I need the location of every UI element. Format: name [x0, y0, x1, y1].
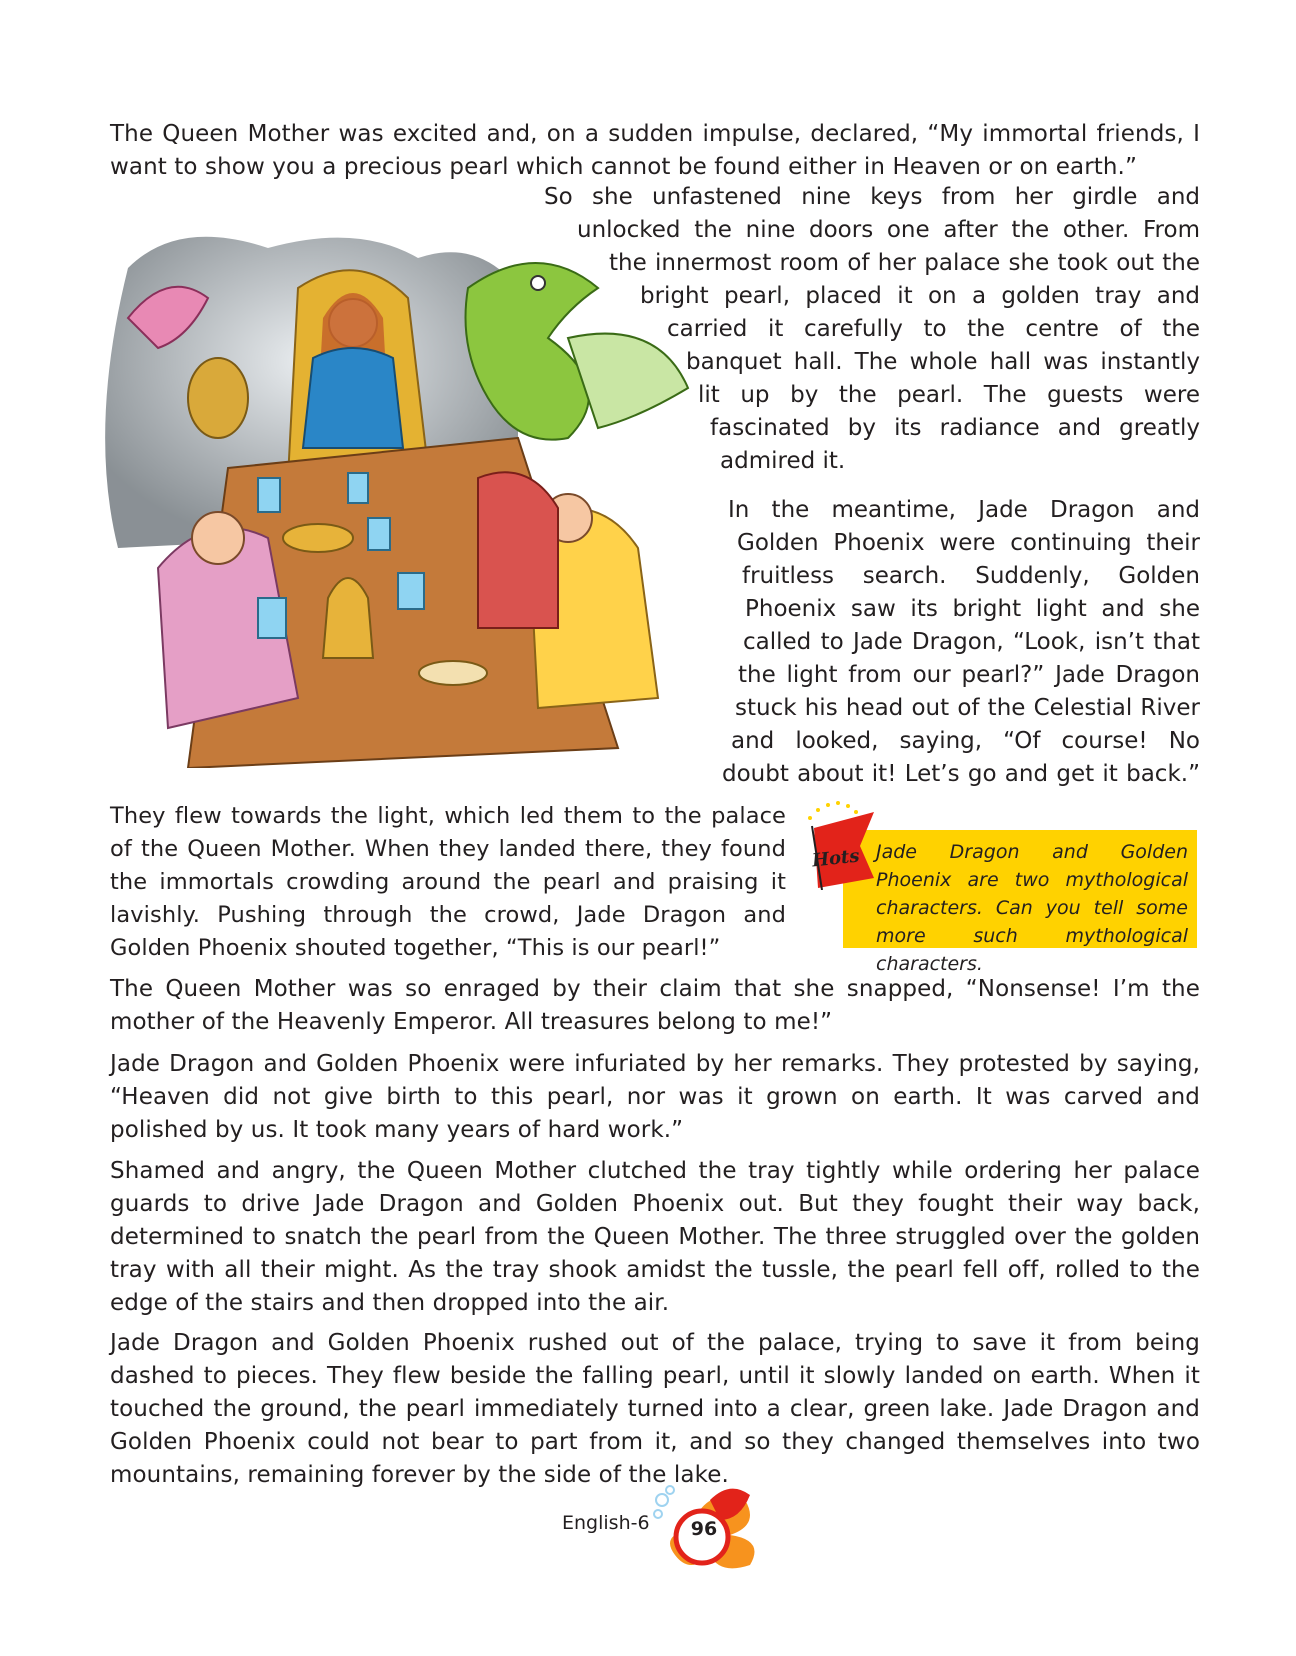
- paragraph-1: The Queen Mother was excited and, on a sudden impulse, declared, “My immortal friends, I want to show you a precious pearl which cannot be found either in Heaven or on earth.”: [110, 121, 1200, 180]
- paragraph-2-line: bright pearl, placed it on a golden tray and: [640, 283, 1200, 309]
- paragraph-8: Jade Dragon and Golden Phoenix rushed out of the palace, trying to save it from being dashed to pieces. They flew beside the falling pearl, until it slowly landed on earth. When it touched the ground, the pearl immediately turned into a clear, green lake. Jade Dragon and Golden Phoenix could not bear to part from it, and so they changed themselves into two mountains, remaining forever by the side of the lake.: [110, 1330, 1200, 1488]
- paragraph-2-line: unlocked the nine doors one after the other. From: [577, 217, 1200, 243]
- paragraph-2-line: the innermost room of her palace she took out the: [609, 250, 1200, 276]
- paragraph-2-line: fascinated by its radiance and greatly: [710, 415, 1200, 441]
- paragraph-3-line: Phoenix saw its bright light and she: [745, 596, 1200, 622]
- hots-question: Jade Dragon and Golden Phoenix are two mythological characters. Can you tell some more such mythological characters.: [876, 841, 1188, 975]
- paragraph-3-line: doubt about it! Let’s go and get it back.”: [722, 761, 1200, 787]
- paragraph-2-line: carried it carefully to the centre of the: [667, 316, 1200, 342]
- paragraph-2-line: banquet hall. The whole hall was instantly: [686, 349, 1200, 375]
- paragraph-5: The Queen Mother was so enraged by their claim that she snapped, “Nonsense! I’m the mother of the Heavenly Emperor. All treasures belong to me!”: [110, 976, 1200, 1035]
- paragraph-2-line: lit up by the pearl. The guests were: [698, 382, 1200, 408]
- paragraph-3-line: and looked, saying, “Of course! No: [731, 728, 1200, 754]
- paragraph-4: They flew towards the light, which led them to the palace of the Queen Mother. When they landed there, they found the immortals crowding around the pearl and praising it lavishly. Pushing through the crowd, Jade Dragon and Golden Phoenix shouted together, “This is our pearl!”: [110, 803, 786, 961]
- book-title: English-6: [562, 1512, 650, 1534]
- paragraph-3-line: In the meantime, Jade Dragon and: [728, 497, 1200, 523]
- paragraph-3-line: stuck his head out of the Celestial River: [735, 695, 1200, 721]
- paragraph-2-line: admired it.: [720, 448, 846, 474]
- paragraph-6: Jade Dragon and Golden Phoenix were infuriated by her remarks. They protested by saying, “Heaven did not give birth to this pearl, nor was it grown on earth. It was carved and polished by us. It took many years of hard work.”: [110, 1051, 1200, 1143]
- paragraph-3-line: called to Jade Dragon, “Look, isn’t that: [743, 629, 1200, 655]
- paragraph-3-line: Golden Phoenix were continuing their: [737, 530, 1200, 556]
- hots-label: Hots: [811, 845, 861, 872]
- paragraph-2-line: So she unfastened nine keys from her girdle and: [544, 184, 1200, 210]
- paragraph-3-line: fruitless search. Suddenly, Golden: [742, 563, 1200, 589]
- paragraph-7: Shamed and angry, the Queen Mother clutched the tray tightly while ordering her palace guards to drive Jade Dragon and Golden Phoenix out. But they fought their way back, determined to snatch the pearl from the Queen Mother. The three struggled over the golden tray with all their might. As the tray shook amidst the tussle, the pearl fell off, rolled to the edge of the stairs and then dropped into the air.: [110, 1158, 1200, 1316]
- hots-flag-icon: [800, 800, 880, 890]
- page-number: 96: [690, 1518, 718, 1540]
- paragraph-3-line: the light from our pearl?” Jade Dragon: [738, 662, 1200, 688]
